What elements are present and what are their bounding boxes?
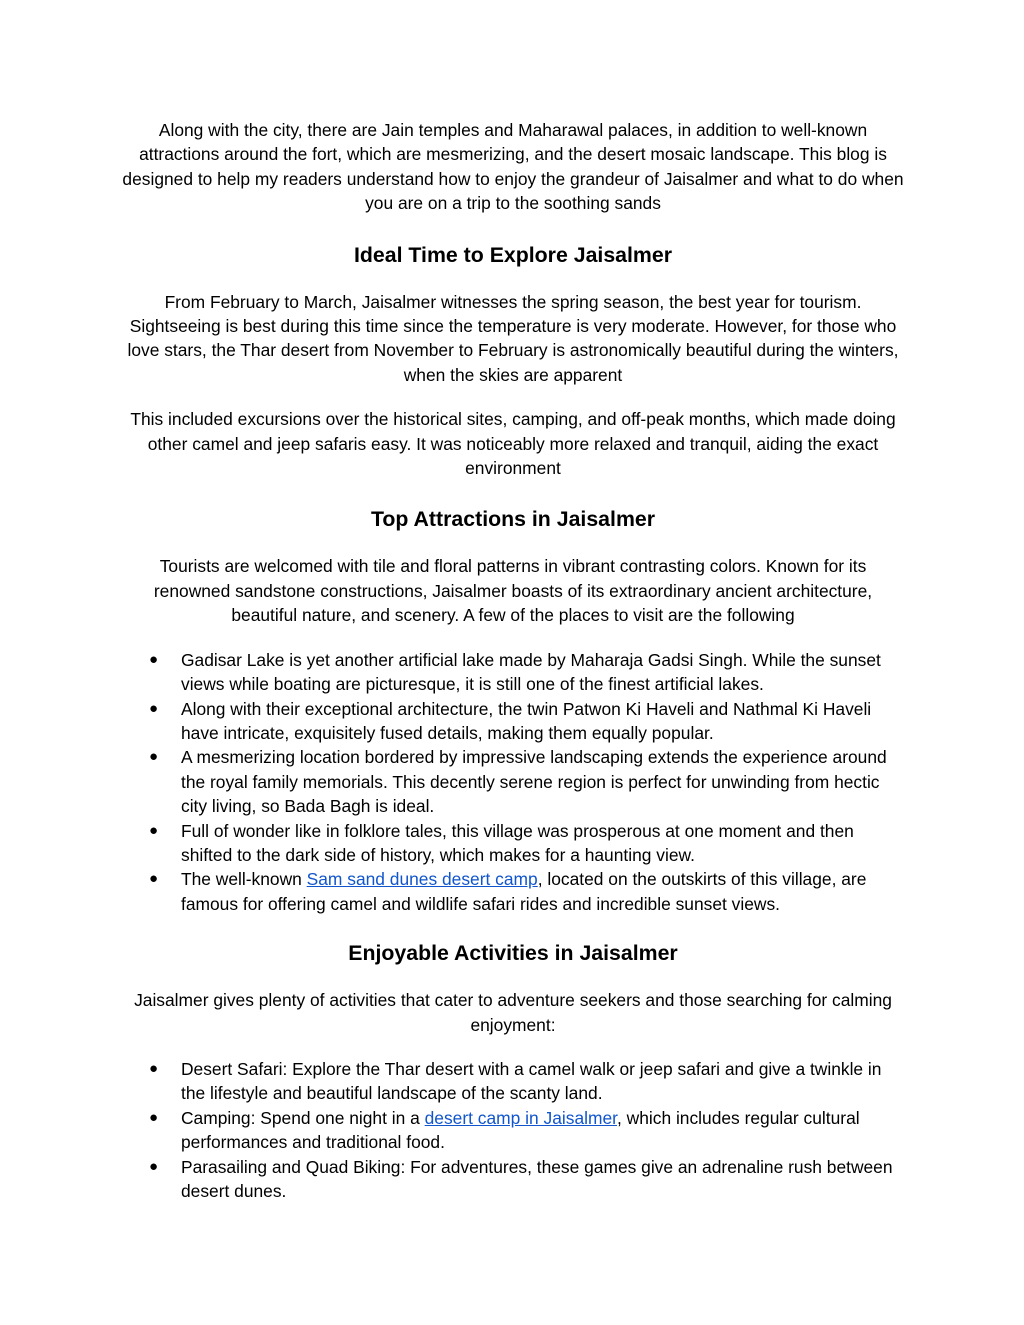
list-item <box>122 867 904 916</box>
activities-heading: Enjoyable Activities in Jaisalmer <box>348 941 678 966</box>
list-item <box>122 648 904 697</box>
bullet-icon: ● <box>149 821 159 839</box>
list-item <box>122 745 904 818</box>
activities-list <box>122 1057 904 1203</box>
list-item-text-after-link: , located on the outskirts of this village, are famous for offering camel and wildlife safari rides and incredible sunset views. <box>181 869 867 914</box>
list-item-text-before-link: Camping: Spend one night in a <box>181 1107 425 1128</box>
list-item-text: Desert Safari: Explore the Thar desert with a camel walk or jeep safari and give a twinkle in the lifestyle and beautiful landscape of the scanty land. <box>181 1058 882 1104</box>
bullet-icon: ● <box>149 699 159 717</box>
list-item-text-before-link: The well-known <box>181 869 307 890</box>
bullet-icon: ● <box>149 1157 159 1175</box>
desert-camp-link[interactable]: desert camp in Jaisalmer <box>424 1107 617 1128</box>
list-item <box>122 1106 904 1155</box>
bullet-icon: ● <box>149 650 159 668</box>
bullet-icon: ● <box>149 748 159 766</box>
top-attractions-paragraph: Tourists are welcomed with tile and floral patterns in vibrant contrasting colors. Known for its renowned sandstone constructions, Jaisalmer boasts of its extraordinary ancient architecture, beautiful nature, and scenery. A few of the places to visit are the following <box>153 556 873 626</box>
bullet-icon: ● <box>149 870 159 888</box>
list-item <box>122 1057 904 1106</box>
top-attractions-heading: Top Attractions in Jaisalmer <box>370 507 656 532</box>
ideal-time-paragraph-1: From February to March, Jaisalmer witnesses the spring season, the best year for tourism. Sightseeing is best during this time since the temperature is very moderate. However, for those who love stars, the Thar desert from November to February is astronomically beautiful during the winters, when the skies are apparent <box>127 291 899 385</box>
activities-paragraph: Jaisalmer gives plenty of activities that cater to adventure seekers and those searching for calming enjoyment: <box>134 990 892 1035</box>
list-item-text-after-link: , which includes regular cultural performances and traditional food. <box>181 1107 860 1153</box>
list-item <box>122 1155 904 1204</box>
sam-sand-dunes-link[interactable]: Sam sand dunes desert camp <box>306 869 538 890</box>
list-item-text: Along with their exceptional architecture, the twin Patwon Ki Haveli and Nathmal Ki Haveli have intricate, exquisitely fused details, making them equally popular. <box>181 698 872 743</box>
list-item-text: A mesmerizing location bordered by impressive landscaping extends the experience around the royal family memorials. This decently serene region is perfect for unwinding from hectic city living, so Bada Bagh is ideal. <box>181 747 887 817</box>
intro-paragraph: Along with the city, there are Jain temples and Maharawal palaces, in addition to well-known attractions around the fort, which are mesmerizing, and the desert mosaic landscape. This blog is designed to help my readers understand how to enjoy the grandeur of Jaisalmer and what to do when you are on a trip to the soothing sands <box>122 120 904 214</box>
list-item-text: Gadisar Lake is yet another artificial lake made by Maharaja Gadsi Singh. While the sunset views while boating are picturesque, it is still one of the finest artificial lakes. <box>181 649 881 695</box>
ideal-time-paragraph-2: This included excursions over the historical sites, camping, and off-peak months, which made doing other camel and jeep safaris easy. It was noticeably more relaxed and tranquil, aiding the exact environment <box>130 409 896 479</box>
bullet-icon: ● <box>149 1059 159 1077</box>
bullet-icon: ● <box>149 1108 159 1126</box>
list-item <box>122 819 904 868</box>
ideal-time-heading: Ideal Time to Explore Jaisalmer <box>353 242 673 267</box>
attractions-list <box>122 648 904 916</box>
list-item-text: Full of wonder like in folklore tales, this village was prosperous at one moment and then shifted to the dark side of history, which makes for a haunting view. <box>181 820 854 865</box>
list-item <box>122 697 904 746</box>
list-item-text: Parasailing and Quad Biking: For adventures, these games give an adrenaline rush between desert dunes. <box>181 1156 893 1201</box>
